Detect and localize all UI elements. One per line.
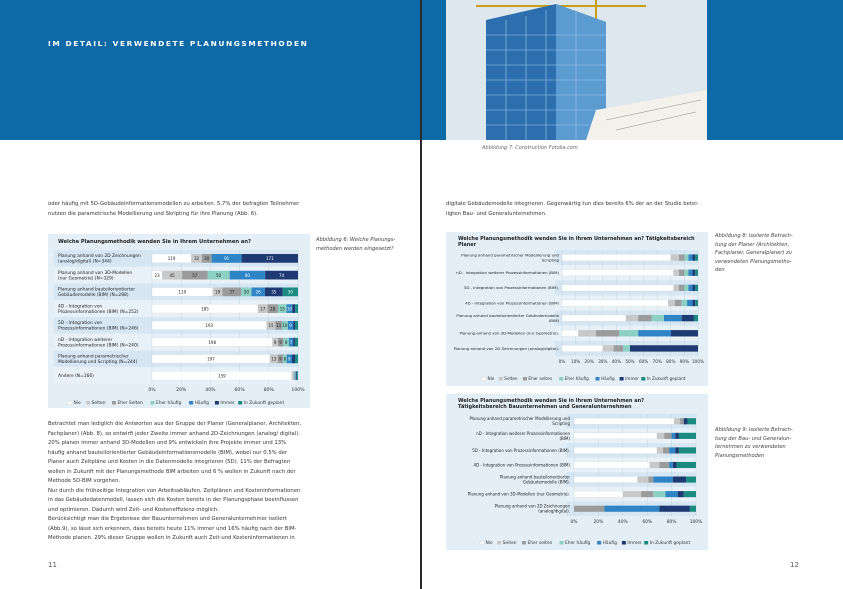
legend-label: Nie: [485, 541, 493, 546]
bar-segment: [574, 477, 637, 483]
category-label: Planung anhand parametrischer: [58, 354, 129, 360]
legend-swatch: [499, 377, 503, 381]
bar-segment: [619, 330, 638, 336]
legend-label: Häufig: [194, 401, 209, 406]
category-label: Planung anhand von 2D Zeichnungen: [494, 503, 570, 509]
legend-swatch: [622, 541, 626, 545]
bar-segment: [674, 418, 680, 424]
caption-line: den: [715, 267, 725, 274]
category-label: Planung anhand parametrischer Modellierung und: [469, 416, 570, 422]
header-band: [422, 0, 446, 140]
category-label: Planung anhand von 3D-Modellen (nur Geometrie).: [467, 491, 570, 497]
category-label: nD - Integration weiterer Prozessinformationen: [476, 430, 570, 436]
bar-segment: [669, 447, 675, 453]
construction-photo: [446, 0, 707, 140]
category-label: 5D - Integration von: [58, 321, 103, 327]
category-label: Scripting: [552, 421, 570, 427]
legend-swatch: [112, 401, 116, 405]
category-label: 4D - Integration von: [58, 304, 103, 310]
bar-segment: [668, 300, 675, 306]
legend-label: Nie: [73, 401, 81, 406]
legend-swatch: [482, 377, 486, 381]
bar-segment: [293, 338, 295, 347]
bar-segment: [294, 371, 295, 380]
legend-label: Seiten: [502, 541, 517, 546]
bar-segment: [688, 285, 692, 291]
category-label: Planung anhand bauteilorientierter: [499, 474, 570, 480]
bar-segment: [294, 371, 295, 380]
x-tick-label: 60%: [638, 359, 649, 364]
legend-label: Häufig: [602, 541, 617, 546]
data-label: 20: [243, 289, 249, 295]
legend-label: Selten: [504, 376, 518, 381]
legend-label: In Zukunft geplant: [646, 376, 686, 381]
category-label: Scripting: [541, 257, 559, 263]
bar-segment: [663, 447, 669, 453]
legend-label: Eher häufig: [564, 376, 589, 381]
bar-segment: [641, 491, 653, 497]
bar-segment: [675, 433, 679, 439]
bar-segment: [684, 418, 688, 424]
bar-segment: [574, 506, 605, 512]
bar-segment: [695, 254, 698, 260]
bar-segment: [679, 447, 696, 453]
x-tick-label: 100%: [291, 388, 305, 393]
bar-segment: [682, 315, 694, 321]
bar-segment: [687, 300, 692, 306]
bar-segment: [672, 433, 676, 439]
category-label: 5D - Integration von Prozessinformationen (BIM).: [463, 285, 559, 291]
bar-segment: [562, 330, 578, 336]
x-tick-label: 0%: [558, 359, 566, 364]
bar-segment: [673, 477, 686, 483]
bar-segment: [679, 433, 696, 439]
x-tick-label: 40%: [617, 520, 628, 525]
x-tick-label: 100%: [689, 520, 703, 525]
legend-label: Eher häufig: [156, 401, 182, 406]
data-label: 9: [279, 339, 282, 345]
legend-swatch: [560, 541, 564, 545]
category-label: Gebäudemodelle (BIM).: [522, 479, 570, 485]
text-line: 20% planen immer anhand 3D-Modellen und 9% entwickeln ihre Projekte immer und 13%: [48, 440, 287, 446]
category-label: Prozessinformationen (BIM) (N=240): [58, 343, 139, 349]
bar-segment: [562, 285, 674, 291]
text-line: Betrachtet man lediglich die Antworten aus der Gruppe der Planer (Generalplaner, Architekten,: [48, 421, 302, 427]
category-label: (BIM): [548, 317, 559, 323]
bar-segment: [684, 254, 688, 260]
caption-line: Abbildung 8: Isolierte Betrach-: [715, 233, 793, 239]
x-tick-label: 70%: [652, 359, 662, 364]
x-tick-label: 60%: [642, 520, 653, 525]
category-label: Prozessinformationen (BIM) (N=252): [58, 309, 139, 315]
legend-swatch: [151, 401, 155, 405]
bar-segment: [574, 433, 657, 439]
x-tick-label: 100%: [692, 359, 704, 364]
data-label: 23: [154, 272, 160, 278]
caption-line: ternehmen zu verwendeten: [715, 444, 786, 451]
bar-segment: [562, 315, 626, 321]
chart-title: Welche Planungsmethodik wenden Sie in Ihrem Unternehmen an?: [58, 239, 252, 245]
category-label: 5D - Integration von Prozessinformationen (BIM).: [472, 447, 570, 453]
left-page: [0, 0, 421, 589]
data-label: 10: [286, 306, 292, 312]
category-label: 4D - Integration von Prozessinformationen (BIM): [465, 300, 559, 306]
bar-segment: [650, 462, 660, 468]
data-label: 193: [205, 323, 214, 329]
page-number: 12: [790, 561, 799, 569]
caption-line: Fachplaner, Generalplaner) zu: [715, 250, 792, 257]
bar-segment: [657, 433, 664, 439]
data-label: 17: [260, 306, 266, 312]
body-paragraph: [48, 420, 378, 544]
data-label: 37: [229, 289, 235, 295]
figure-8-plot: [446, 232, 708, 386]
category-label: Modellierung und Scripting (N=244): [58, 360, 138, 366]
caption-line: verwendeten Planungsmetho-: [715, 258, 792, 265]
legend-swatch: [596, 377, 600, 381]
bar-segment: [292, 355, 295, 364]
legend-label: Immer: [625, 376, 639, 381]
data-label: 6: [283, 356, 287, 362]
bar-segment: [682, 300, 687, 306]
data-label: 9: [288, 356, 291, 362]
bar-segment: [578, 330, 596, 336]
bar-segment: [693, 254, 696, 260]
bar-segment: [574, 462, 650, 468]
bar-segment: [637, 477, 648, 483]
data-label: 185: [201, 306, 209, 312]
bar-segment: [695, 300, 698, 306]
data-label: 30: [287, 289, 293, 295]
bar-segment: [295, 304, 298, 313]
category-label: Planung anhand von 3D-Modellen (nur Geometrie).: [459, 330, 559, 336]
category-label: nD - Integration weiterer Prozessinformationen (BIM): [456, 270, 559, 276]
bar-segment: [695, 270, 698, 276]
bar-segment: [653, 477, 673, 483]
figure-9-chart: [446, 394, 708, 550]
bar-segment: [675, 300, 682, 306]
header-band: [0, 0, 421, 140]
bar-segment: [605, 506, 660, 512]
legend-swatch: [68, 401, 72, 405]
bar-segment: [687, 418, 696, 424]
chart-title-line: Welche Planungsmethodik wenden Sie in Ihrem Unternehmen an?: [458, 398, 645, 404]
bar-segment: [680, 418, 684, 424]
bar-segment: [295, 355, 298, 364]
data-label: 80: [244, 272, 250, 278]
legend-label: Immer: [627, 541, 642, 546]
text-line: wollen in Zukunft mit der Planungsmethode BIM arbeiten und 6 % wollen in Zukunft nach der: [48, 468, 296, 475]
bar-segment: [659, 506, 690, 512]
legend-label: Selten: [91, 401, 106, 406]
bar-segment: [678, 491, 684, 497]
legend-swatch: [86, 401, 90, 405]
data-label: 9: [289, 323, 292, 329]
x-tick-label: 90%: [679, 359, 690, 364]
bar-segment: [684, 270, 688, 276]
legend-swatch: [620, 377, 624, 381]
page-number: 11: [48, 561, 57, 569]
category-label: Gebäudemodelle (BIM) (N=288): [58, 293, 129, 299]
figure-8-caption: [715, 232, 835, 275]
bar-segment: [679, 270, 684, 276]
category-label: 4D - Integration von Prozessinformationen (BIM): [473, 462, 570, 468]
category-label: Planung anhand von 2D Zeichnungen: [58, 254, 141, 260]
bar-segment: [684, 285, 688, 291]
bar-segment: [574, 418, 674, 424]
legend-swatch: [523, 377, 527, 381]
data-label: 11: [276, 323, 282, 329]
data-label: 197: [207, 356, 215, 362]
x-tick-label: 0%: [570, 520, 578, 525]
bar-segment: [688, 270, 692, 276]
bar-segment: [562, 345, 603, 351]
bar-segment: [295, 371, 296, 380]
bar-segment: [684, 491, 696, 497]
bar-segment: [603, 345, 614, 351]
data-label: 30: [204, 256, 210, 262]
text-line: und optimieren. Dadurch wird Zeit- und Kosteneffizienz möglich.: [48, 506, 219, 513]
data-label: 9: [279, 356, 282, 362]
text-line: ligten Bau- und Generalunternehmen.: [446, 210, 547, 217]
bar-segment: [638, 330, 671, 336]
data-label: 9: [273, 339, 277, 345]
legend-swatch: [238, 401, 242, 405]
legend-swatch: [641, 377, 645, 381]
legend-swatch: [522, 541, 526, 545]
legend-swatch: [497, 541, 501, 545]
text-line: oder häufig mit 5D-Gebäudeinformationsmodellen zu arbeiten. 5,7% der befragten Teilnehmer: [48, 201, 300, 207]
building-illustration: [446, 0, 707, 140]
data-label: 171: [266, 256, 274, 262]
data-label: 198: [208, 339, 217, 345]
text-line: Fachplaner) (Abb. 8), so entwirft jeder Zweite immer anhand 2D-Zeichnungen (analog/ digital).: [48, 430, 301, 437]
bar-segment: [694, 315, 698, 321]
category-label: Planung anhand bauteilorientierter Gebäudemodelle: [456, 313, 559, 319]
right-page: [422, 0, 843, 589]
data-label: 119: [178, 289, 187, 295]
category-label: (analog/digital) (N=344): [58, 259, 112, 265]
bar-segment: [296, 371, 297, 380]
x-tick-label: 10%: [570, 359, 581, 364]
data-label: 15: [268, 323, 274, 329]
bar-segment: [626, 315, 638, 321]
x-tick-label: 20%: [176, 388, 187, 393]
x-tick-label: 40%: [611, 359, 622, 364]
text-line: (Abb.9), so lässt sich erkennen, dass bereits heute 11% immer und 16% häufig nach der BIM-: [48, 525, 297, 532]
data-label: 159: [218, 373, 226, 379]
bar-segment: [674, 270, 679, 276]
data-label: 45: [169, 272, 175, 278]
category-label: (BIM): [559, 435, 570, 441]
bar-segment: [664, 315, 682, 321]
chart-title-line: Welche Planungsmethodik wenden Sie in Ihrem Unternehmen an? Tätigkeitsbereich: [458, 236, 695, 242]
x-tick-label: 0%: [148, 388, 156, 393]
bar-segment: [648, 477, 653, 483]
bar-segment: [562, 270, 674, 276]
legend-label: Eher seiten: [527, 541, 553, 546]
bar-segment: [652, 315, 664, 321]
x-tick-label: 80%: [263, 388, 274, 393]
bar-segment: [295, 338, 298, 347]
caption-line: tung der Bau- und Generalun-: [715, 435, 792, 442]
bar-segment: [664, 433, 671, 439]
category-label: (analog/digital).: [538, 508, 570, 514]
category-label: Planung anhand von 2D Zeichnungen (analog/digital).: [453, 345, 559, 351]
data-label: 18: [270, 306, 276, 312]
x-tick-label: 20%: [584, 359, 594, 364]
category-label: Prozessinformationen (BIM) (N=246): [58, 326, 139, 332]
bar-segment: [679, 254, 684, 260]
data-label: 15: [279, 306, 285, 312]
bar-segment: [657, 447, 663, 453]
bar-segment: [669, 462, 673, 468]
category-label: Planung anhand von 3D-Modellen: [58, 270, 133, 276]
data-label: 10: [282, 323, 288, 329]
text-line: Berücksichtigt man die Ergebnisse der Bauunternehmen und Generalunternehmer isoliert: [48, 516, 287, 522]
bar-segment: [638, 315, 652, 321]
figure-6-caption: [316, 236, 416, 253]
bar-segment: [671, 330, 698, 336]
legend-swatch: [559, 377, 563, 381]
category-label: Planung anhand parametrischer Modellierung und: [461, 252, 559, 258]
data-label: 9: [284, 339, 288, 345]
legend-swatch: [215, 401, 219, 405]
text-line: Methode planen. 29% dieser Gruppe wollen in Zukunft auch Zeit-und Kosteninformationen in: [48, 535, 295, 541]
bar-segment: [630, 345, 698, 351]
bar-segment: [614, 345, 624, 351]
bar-segment: [695, 285, 698, 291]
data-label: 74: [279, 272, 285, 278]
bar-segment: [623, 491, 641, 497]
data-label: 19: [215, 289, 221, 295]
caption-line: tung der Planer (Architekten,: [715, 241, 790, 248]
figure-8-chart: [446, 232, 708, 386]
bar-segment: [653, 491, 665, 497]
bar-segment: [623, 345, 630, 351]
x-tick-label: 30%: [598, 359, 608, 364]
legend-swatch: [644, 541, 648, 545]
bar-segment: [292, 304, 295, 313]
bar-segment: [295, 321, 298, 330]
data-label: 57: [192, 272, 198, 278]
caption-line: Abbildung 9: Isolierte Betrach-: [715, 427, 793, 433]
intro-paragraph: [446, 200, 746, 219]
figure-6-plot: [48, 234, 310, 408]
category-label: Andere (N=166): [58, 374, 94, 380]
text-line: häufig anhand bauteilorientierter Gebäudeinformationsmodelle (BIM), wobei nur 0,5% der: [48, 449, 288, 456]
figure-6-chart: [48, 234, 310, 408]
legend-label: Nie: [487, 376, 495, 381]
data-label: 91: [224, 256, 230, 262]
data-label: 50: [216, 272, 222, 278]
bar-segment: [686, 477, 696, 483]
bar-segment: [673, 462, 677, 468]
chart-title-line: Planer: [458, 242, 477, 249]
bar-segment: [562, 300, 668, 306]
caption-line: Planungsmethoden: [715, 452, 765, 459]
x-tick-label: 50%: [625, 359, 635, 364]
bar-segment: [693, 270, 696, 276]
bar-segment: [688, 254, 692, 260]
legend-label: Eher seiten: [528, 376, 553, 381]
header-band: [707, 0, 843, 140]
bar-segment: [671, 254, 679, 260]
data-label: 7: [289, 339, 293, 345]
bar-segment: [675, 447, 679, 453]
category-label: (nur Geometrie) (N=329): [58, 276, 114, 282]
bar-segment: [562, 254, 671, 260]
legend-label: Häufig: [601, 376, 615, 381]
bar-segment: [676, 462, 696, 468]
legend-label: Immer: [220, 401, 235, 406]
bar-segment: [679, 285, 684, 291]
bar-segment: [693, 300, 696, 306]
bar-segment: [596, 330, 619, 336]
bar-segment: [297, 371, 298, 380]
x-tick-label: 20%: [593, 520, 604, 525]
bar-segment: [666, 491, 678, 497]
bar-segment: [292, 371, 294, 380]
x-tick-label: 40%: [205, 388, 216, 393]
chart-title-line: Tätigkeitsbereich Bauunternehmen und Generalunternehmen: [458, 404, 632, 411]
text-line: Methode 5D-BIM vorgehen.: [48, 478, 121, 484]
text-line: digitale Gebäudemodelle integrieren. Gegenwärtig tun dies bereits 6% der an der Studie betei-: [446, 201, 699, 207]
data-label: 13: [271, 356, 277, 362]
bar-segment: [293, 321, 295, 330]
data-label: 26: [255, 289, 261, 295]
x-tick-label: 80%: [666, 520, 677, 525]
text-line: in das Gebäudedatenmodell, lassen sich die Kosten bereits in der Planungsphase beeinflussen: [48, 497, 299, 503]
bar-segment: [693, 285, 696, 291]
category-label: nD - Integration weiterer: [58, 337, 113, 343]
caption-line: methoden werden eingesetzt?: [316, 245, 394, 252]
legend-label: In Zukunft geplant: [243, 401, 285, 406]
legend-label: In Zukunft geplant: [649, 541, 691, 546]
bar-segment: [574, 447, 657, 453]
bar-segment: [659, 462, 669, 468]
legend-swatch: [480, 541, 484, 545]
figure-9-plot: [446, 394, 708, 550]
bar-segment: [690, 506, 696, 512]
legend-label: Eher Selten: [117, 401, 143, 406]
legend-swatch: [597, 541, 601, 545]
photo-caption: Abbildung 7: Construction Fotolia.com: [482, 145, 578, 151]
bar-segment: [674, 285, 679, 291]
x-tick-label: 60%: [234, 388, 245, 393]
text-line: nutzen die parametrische Modellierung und Skripting für ihre Planung (Abb. 6).: [48, 210, 258, 217]
caption-line: Abbildung 6: Welche Planungs-: [316, 237, 396, 243]
section-title: IM DETAIL: VERWENDETE PLANUNGSMETHODEN: [48, 39, 309, 48]
x-tick-label: 80%: [666, 359, 676, 364]
data-label: 119: [167, 256, 176, 262]
bar-segment: [574, 491, 623, 497]
text-line: Nur durch die frühzeitige Integration von Arbeitsabläufen, Zeitplänen und Kosteninformationen: [48, 487, 301, 494]
legend-label: Eher häufig: [565, 541, 591, 546]
intro-paragraph: [48, 200, 368, 219]
data-label: 32: [193, 256, 200, 262]
legend-swatch: [189, 401, 193, 405]
category-label: Planung anhand bauteilorientierter: [58, 287, 135, 293]
data-label: 35: [271, 289, 277, 295]
figure-9-caption: [715, 426, 835, 460]
text-line: Planer auch Zeitpläne und Kosten in die Datenmodelle integrieren (5D). 11% der Befragten: [48, 459, 291, 465]
